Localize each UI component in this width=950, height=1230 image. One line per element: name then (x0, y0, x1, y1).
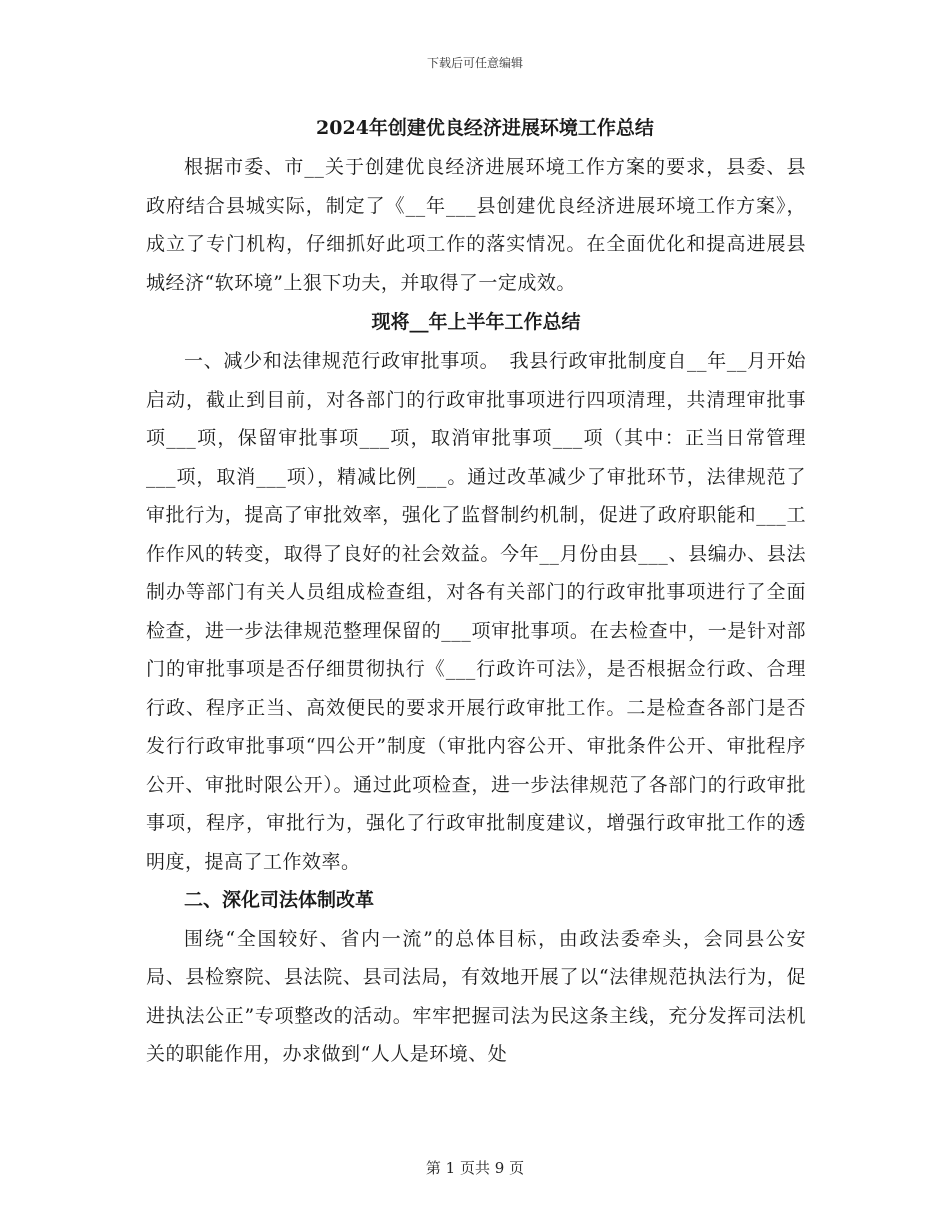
section-1-paragraph: 一、减少和法律规范行政审批事项。 我县行政审批制度自__年__月开始启动，截止到目前，对各部门的行政审批事项进行四项清理，共清理审批事项___项，保留审批事项___项，取消审批事项___项（其中：正当日常管理___项，取消___项），精减比例___。通过改革减少了审批环节，法律规范了审批行为，提高了审批效率，强化了监督制约机制，促进了政府职能和___工作作风的转变，取得了良好的社会效益。今年__月份由县___、县编办、县法制办等部门有关人员组成检查组，对各有关部门的行政审批事项进行了全面检查，进一步法律规范整理保留的___项审批事项。在去检查中，一是针对部门的审批事项是否仔细贯彻执行《___行政许可法》，是否根据佥行政、合理行政、程序正当、高效便民的要求开展行政审批工作。二是检查各部门是否发行行政审批事项“四公开”制度（审批内容公开、审批条件公开、审批程序公开、审批时限公开）。通过此项检查，进一步法律规范了各部门的行政审批事项，程序，审批行为，强化了行政审批制度建议，增强行政审批工作的透明度，提高了工作效率。 (146, 350, 806, 873)
header-note: 下载后可任意编辑 (426, 56, 523, 70)
document-body (146, 108, 806, 1074)
section-2-heading: 二、深化司法体制改革 (184, 889, 375, 911)
document-title: 2024年创建优良经济进展环境工作总结 (316, 117, 654, 139)
page-number: 第 1 页共 9 页 (425, 1159, 525, 1177)
section-2-paragraph: 围绕“全国较好、省内一流”的总体目标，由政法委牵头，会同县公安局、县检察院、县法院、县司法局，有效地开展了以“法律规范执法行为，促进执法公正”专项整改的活动。牢牢把握司法为民这条主线，充分发挥司法机关的职能作用，办求做到“人人是环境、处 (146, 927, 806, 1065)
document-subtitle: 现将__年上半年工作总结 (371, 311, 581, 333)
intro-paragraph: 根据市委、市__关于创建优良经济进展环境工作方案的要求，县委、县政府结合县城实际，制定了《__年___县创建优良经济进展环境工作方案》，成立了专门机构，仔细抓好此项工作的落实情况。在全面优化和提高进展县城经济“软环境”上狠下功夫，并取得了一定成效。 (146, 156, 806, 294)
